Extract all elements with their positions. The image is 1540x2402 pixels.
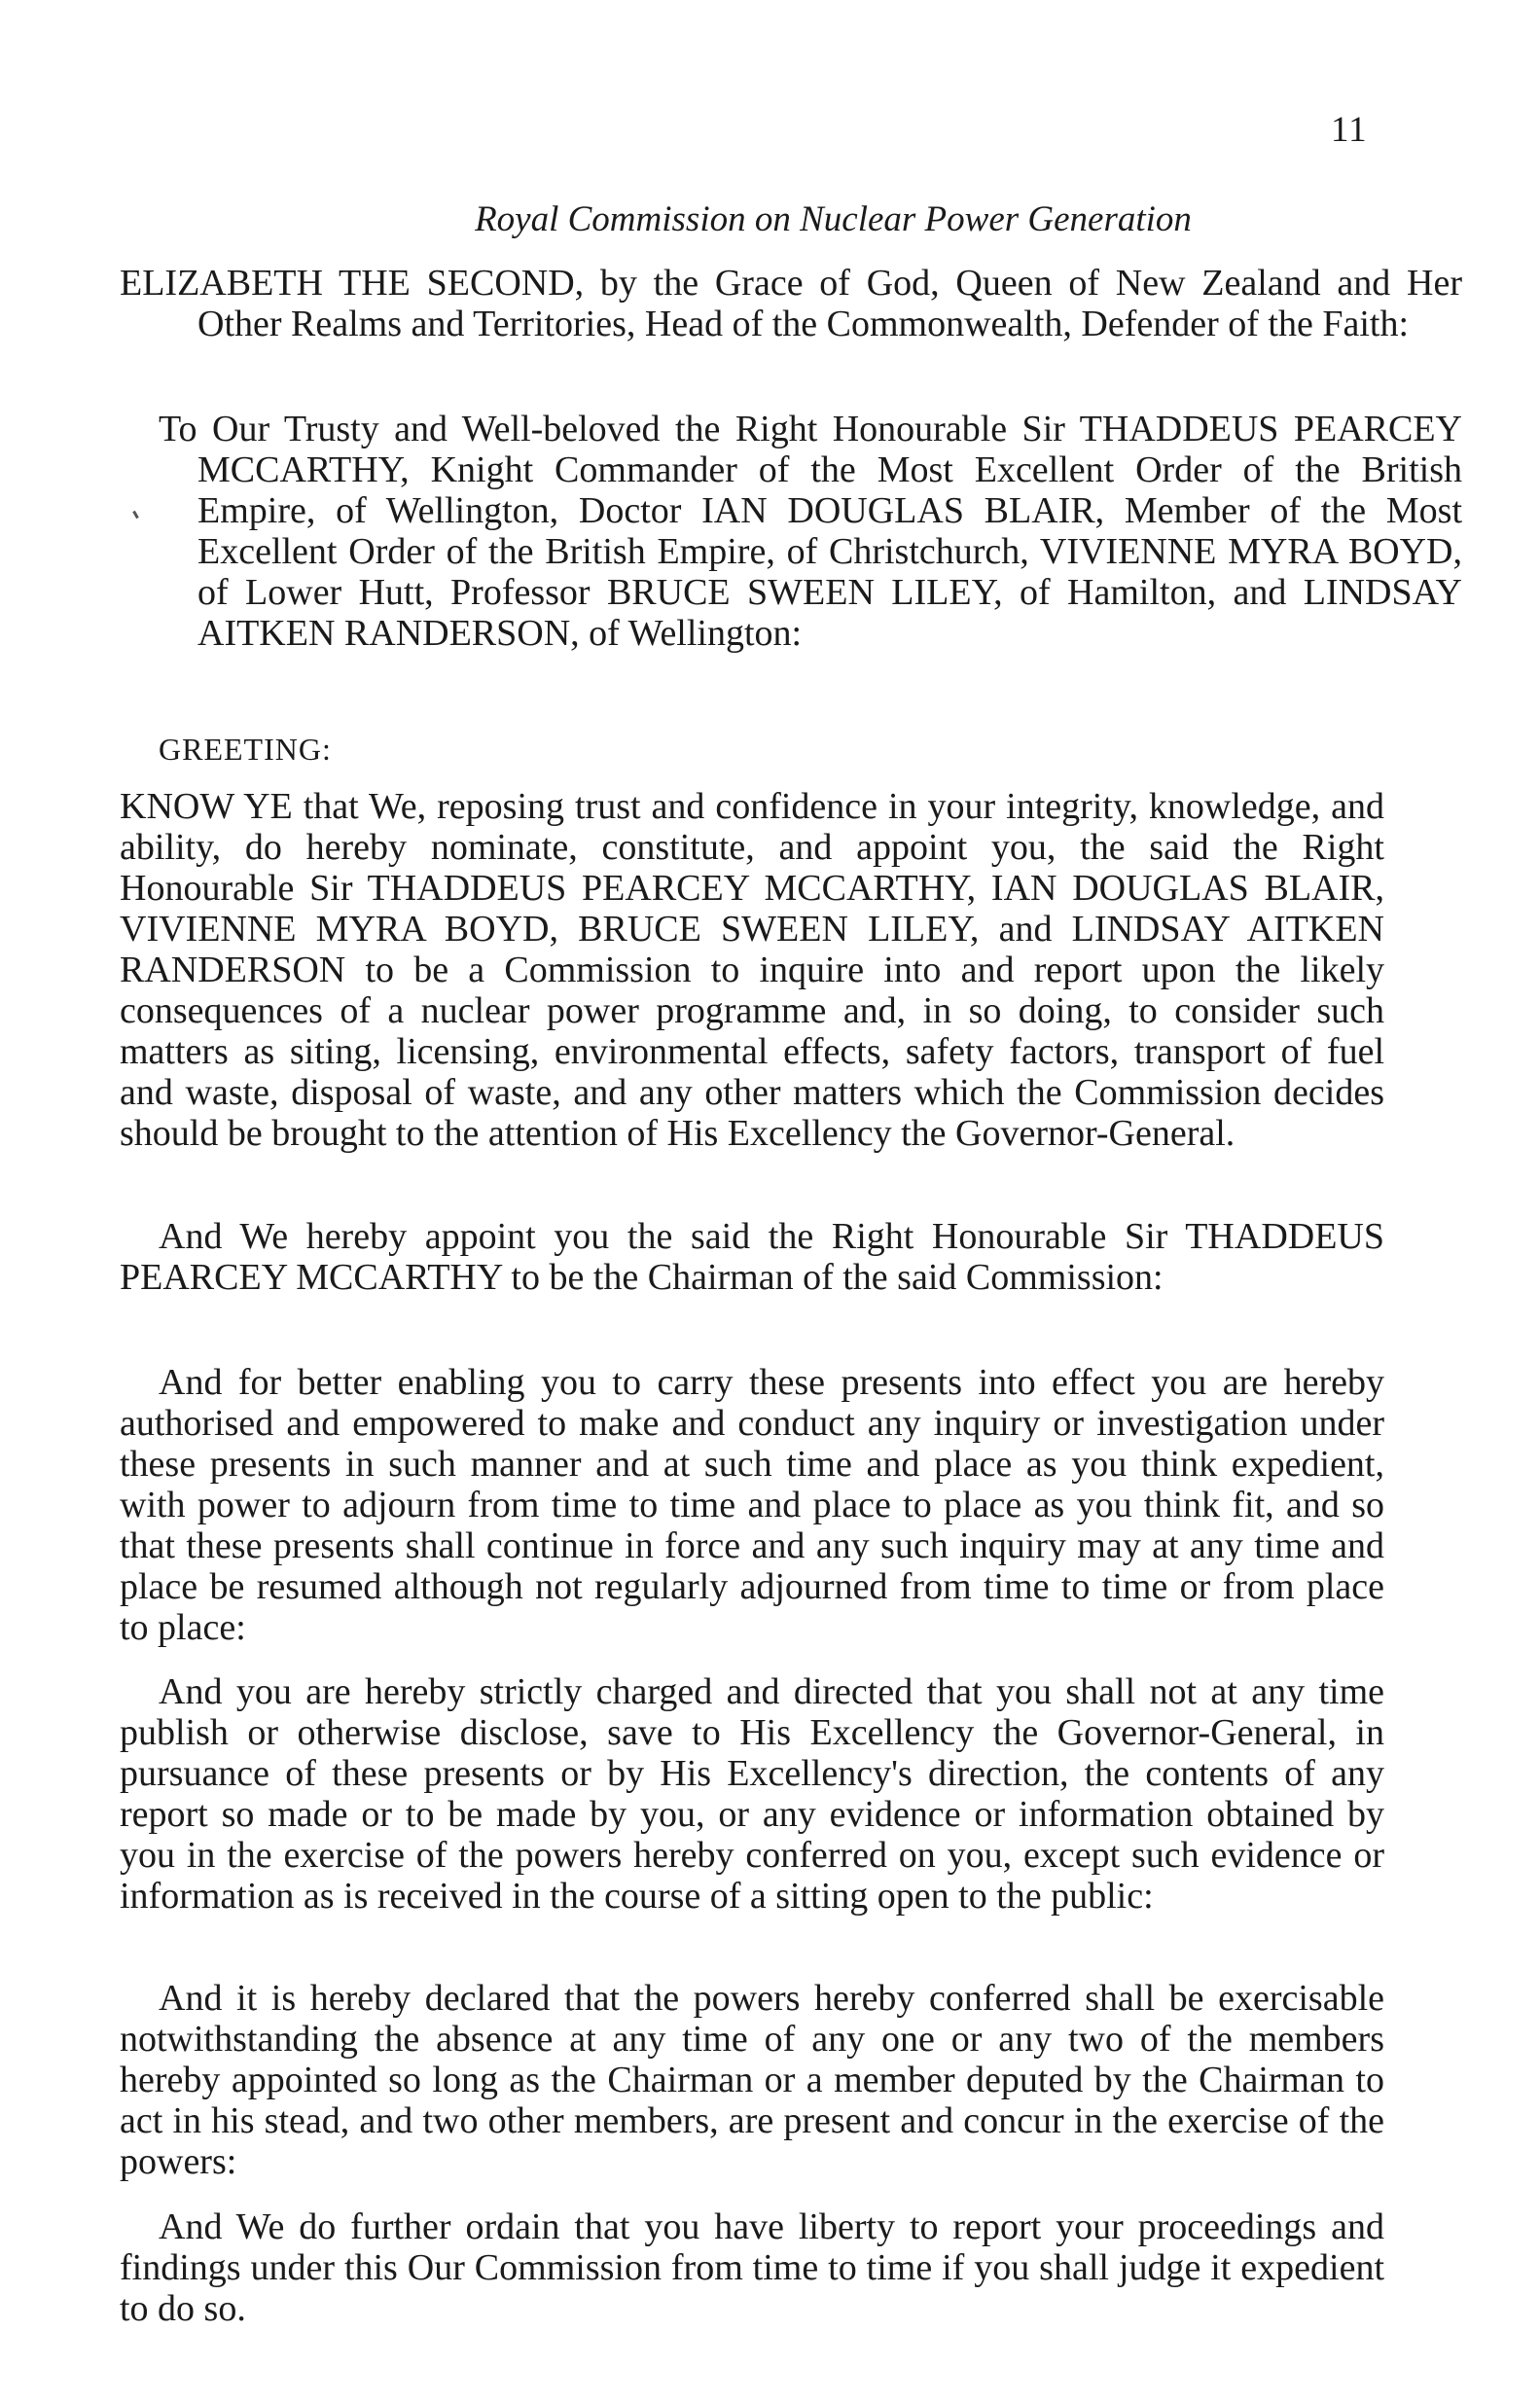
greeting-line: GREETING: — [159, 732, 332, 767]
page-number: 11 — [1331, 110, 1368, 150]
know-ye-paragraph: KNOW YE that We, reposing trust and confidence in your integrity, knowledge, and ability, do hereby nominate, constitute, and appoint you, the said the Right Honourable Sir THADDEUS PEARCEY MCCARTHY, IAN DOUGLAS BLAIR, VIVIENNE MYRA BOYD, BRUCE SWEEN LILEY, and LINDSAY AITKEN RANDERSON to be a Commission to inquire into and report upon the likely consequences of a nuclear power programme and, in so doing, to consider such matters as siting, licensing, environmental effects, safety factors, transport of fuel and waste, disposal of waste, and any other matters which the Commission decides should be brought to the attention of His Excellency the Governor-General. — [120, 786, 1384, 1154]
addressees-paragraph: To Our Trusty and Well-beloved the Right Honourable Sir THADDEUS PEARCEY MCCARTHY, Knight Commander of the Most Excellent Order of the British Empire, of Wellington, Doctor IAN DOUGLAS BLAIR, Member of the Most Excellent Order of the British Empire, of Christchurch, VIVIENNE MYRA BOYD, of Lower Hutt, Professor BRUCE SWEEN LILEY, of Hamilton, and LINDSAY AITKEN RANDERSON, of Wellington: — [159, 409, 1462, 654]
quorum-paragraph: And it is hereby declared that the powers hereby conferred shall be exercisable notwithstanding the absence at any time of any one or any two of the members hereby appointed so long as the Chairman or a member deputed by the Chairman to act in his stead, and two other members, are present and concur in the exercise of the powers: — [120, 1978, 1384, 2182]
reporting-paragraph: And We do further ordain that you have liberty to report your proceedings and findings under this Our Commission from time to time if you shall judge it expedient to do so. — [120, 2206, 1384, 2329]
document-title: Royal Commission on Nuclear Power Generation — [475, 199, 1192, 239]
chairman-paragraph: And We hereby appoint you the said the Right Honourable Sir THADDEUS PEARCEY MCCARTHY to be the Chairman of the said Commission: — [120, 1216, 1384, 1298]
preamble-paragraph: ELIZABETH THE SECOND, by the Grace of God, Queen of New Zealand and Her Other Realms and Territories, Head of the Commonwealth, Defender of the Faith: — [120, 263, 1462, 344]
powers-paragraph: And for better enabling you to carry these presents into effect you are hereby authorised and empowered to make and conduct any inquiry or investigation under these presents in such manner and at such time and place as you think expedient, with power to adjourn from time to time and place to place as you think fit, and so that these presents shall continue in force and any such inquiry may at any time and place be resumed although not regularly adjourned from time to time or from place to place: — [120, 1362, 1384, 1648]
disclosure-paragraph: And you are hereby strictly charged and directed that you shall not at any time publish or otherwise disclose, save to His Excellency the Governor-General, in pursuance of these presents or by His Excellency's direction, the contents of any report so made or to be made by you, or any evidence or information obtained by you in the exercise of the powers hereby conferred on you, except such evidence or information as is received in the course of a sitting open to the public: — [120, 1671, 1384, 1917]
